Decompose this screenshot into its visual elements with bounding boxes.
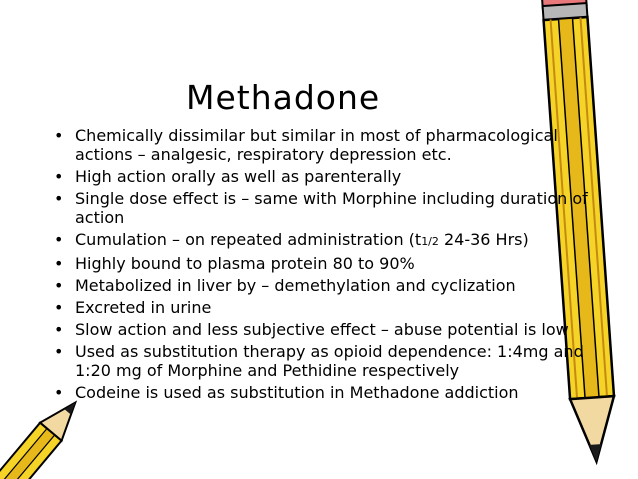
bullet-marker: • [54,342,64,361]
bullet-item [48,276,588,295]
bullet-text: Used as substitution therapy as opioid dependence: 1:4mg and 1:20 mg of Morphine and Pethidine respectively [75,342,584,380]
bullet-item [48,167,588,186]
bullet-marker: • [54,167,64,186]
bullet-text: Chemically dissimilar but similar in most of pharmacological actions – analgesic, respiratory depression etc. [75,126,558,164]
bullet-text: Metabolized in liver by – demethylation and cyclization [75,276,516,295]
bullet-text: Codeine is used as substitution in Methadone addiction [75,383,519,402]
bullet-marker: • [54,126,64,145]
bullet-item [48,298,588,317]
slide-title: Methadone [186,78,381,117]
bullet-text: 24-36 Hrs) [438,230,529,249]
bullet-text: High action orally as well as parenterally [75,167,402,186]
bullet-item [48,342,588,380]
bullet-marker: • [54,189,64,208]
bullet-marker: • [54,230,64,249]
bullet-marker: • [54,276,64,295]
bullet-text: Slow action and less subjective effect – abuse potential is low [75,320,569,339]
subscript-text: 1/2 [421,235,439,248]
bullet-marker: • [54,298,64,317]
bullet-item [48,189,588,227]
bullet-marker: • [54,383,64,402]
bullet-text: Highly bound to plasma protein 80 to 90% [75,254,415,273]
bullet-text: Excreted in urine [75,298,212,317]
bullet-marker: • [54,254,64,273]
bullet-text: Cumulation – on repeated administration (t [75,230,422,249]
bullet-item [48,254,588,273]
bullet-item [48,320,588,339]
bullet-item [48,230,588,251]
bullet-text: Single dose effect is – same with Morphine including duration of action [75,189,588,227]
bullet-item [48,126,588,164]
bullet-marker: • [54,320,64,339]
bullet-list [48,126,588,405]
bullet-item [48,383,588,402]
